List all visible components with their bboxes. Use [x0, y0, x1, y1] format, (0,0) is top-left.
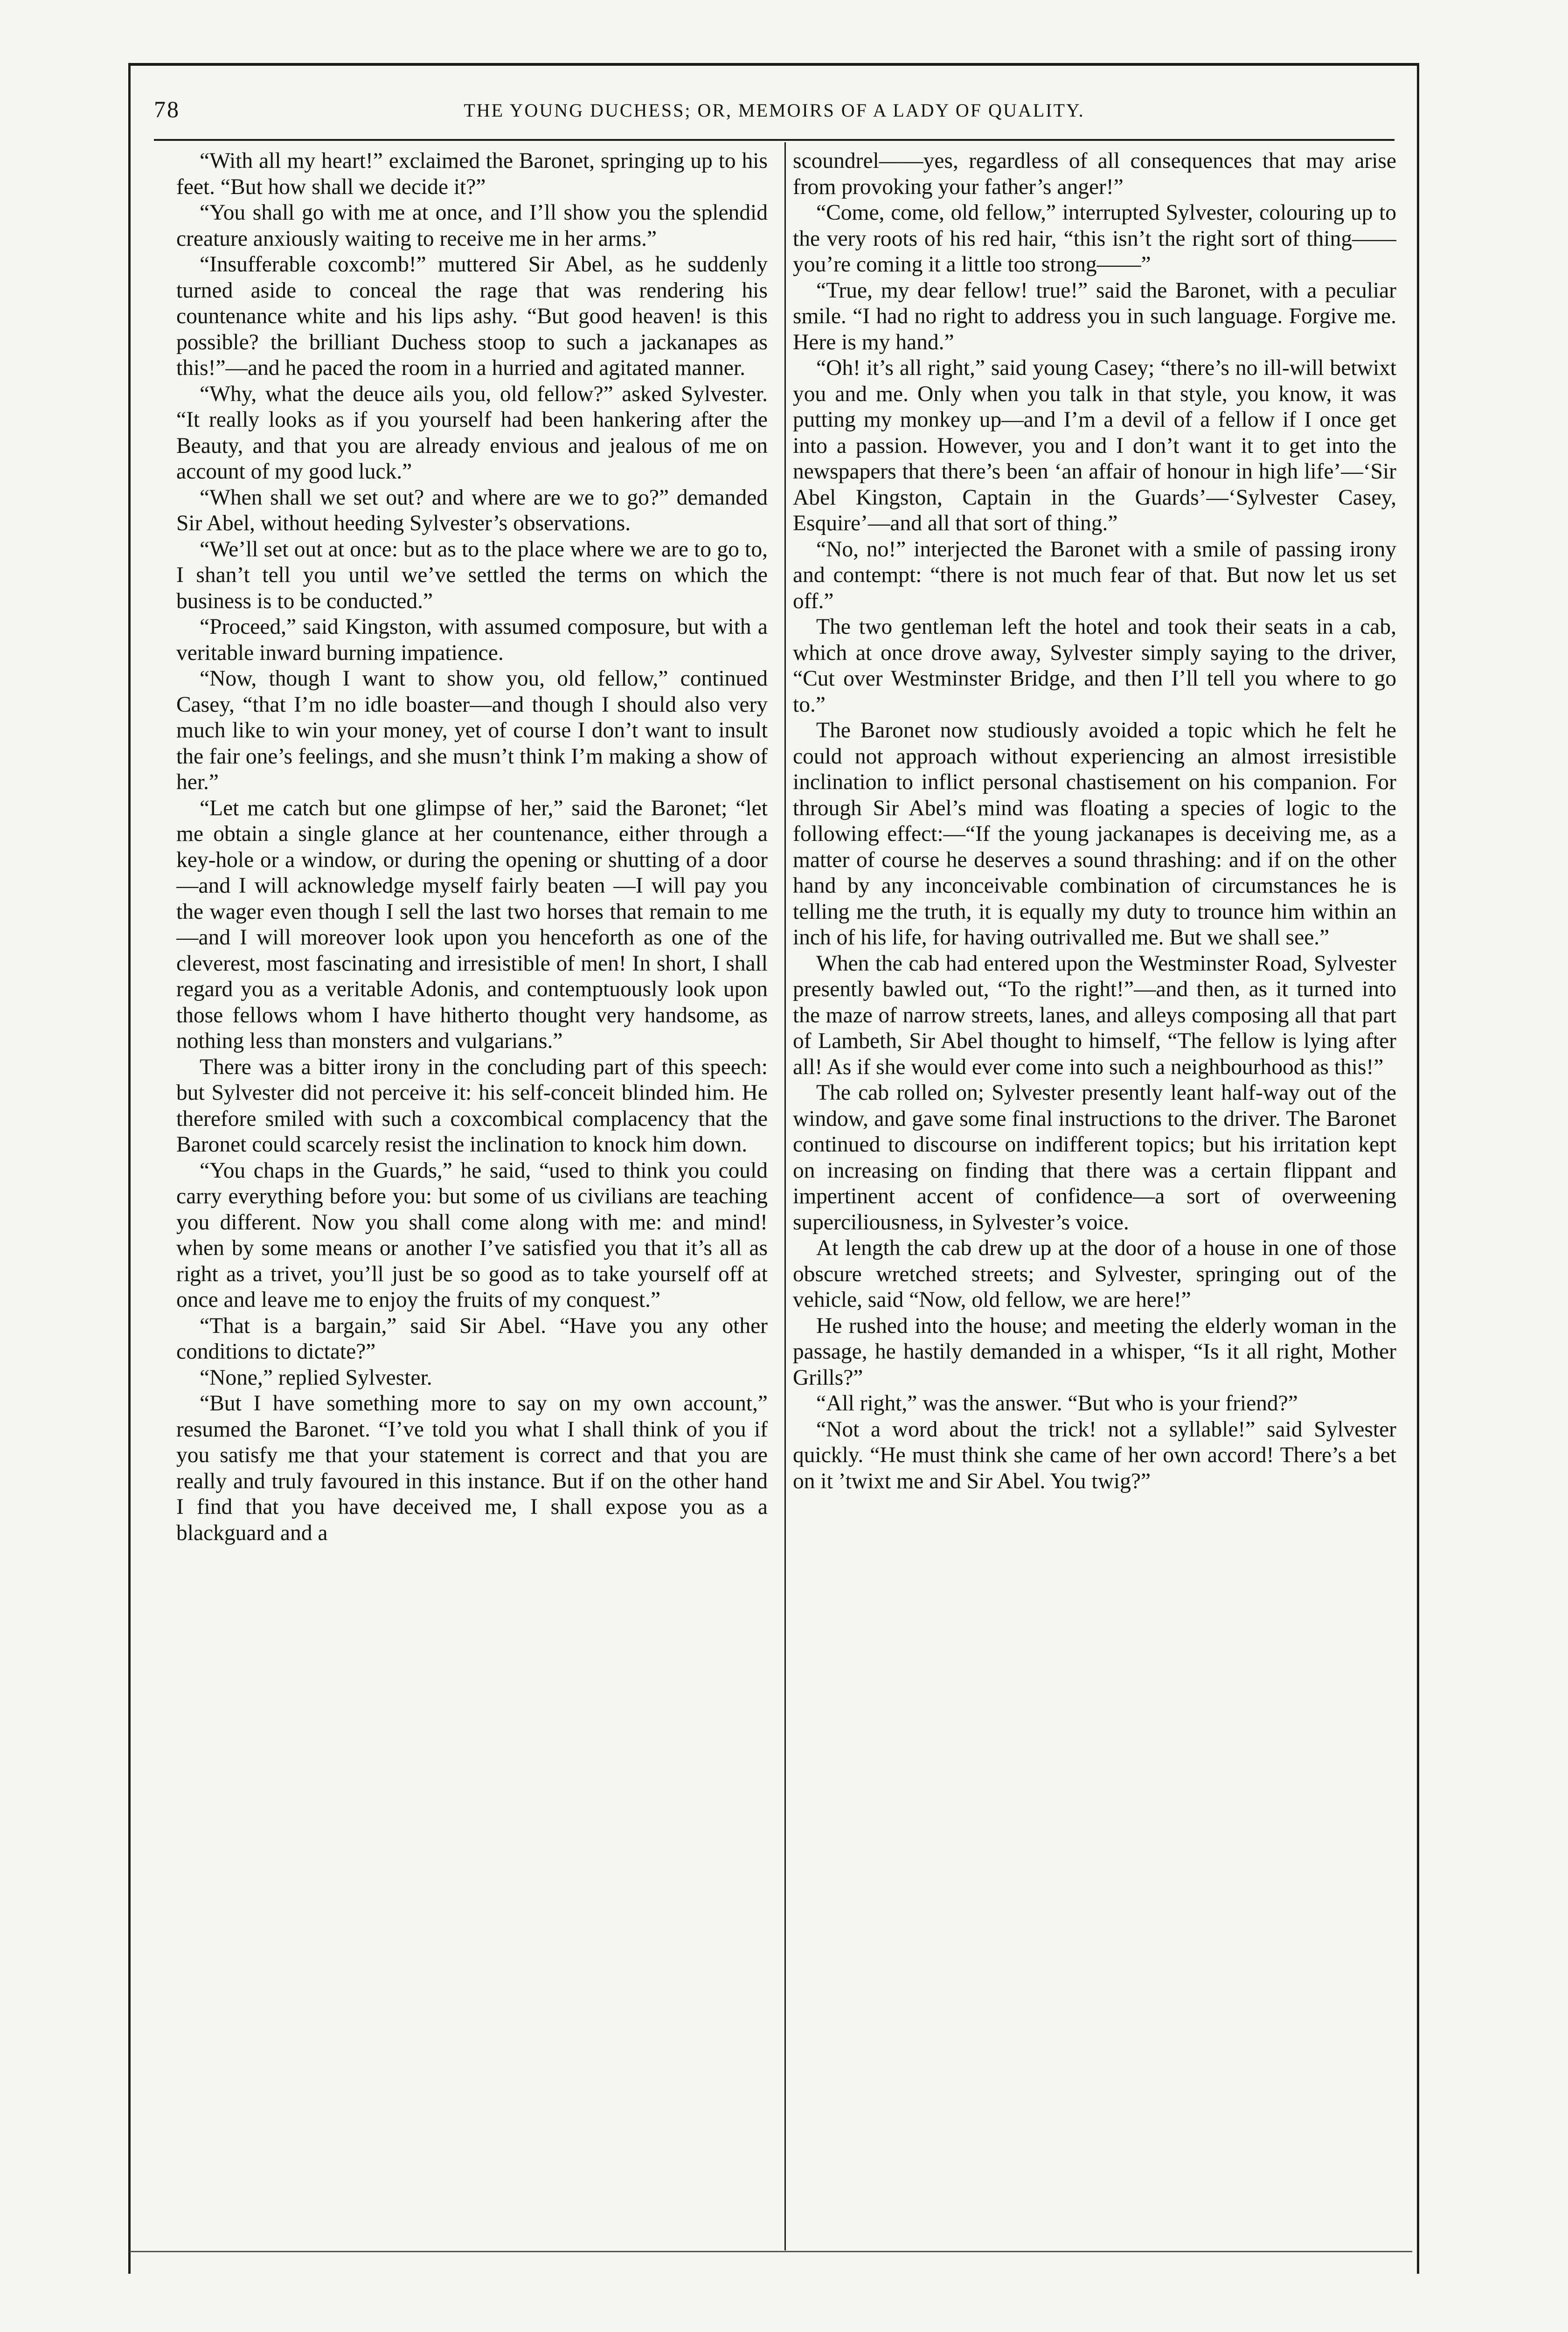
paragraph: When the cab had entered upon the Westminster Road, Sylvester presently bawled out, “To the right!”—and then, as it turned into the maze of narrow streets, lanes, and alleys composing all that part of Lambeth, Sir Abel thought to himself, “The fellow is lying after all! As if she would ever come into such a neighbourhood as this!”: [793, 951, 1396, 1079]
paragraph: “When shall we set out? and where are we to go?” demanded Sir Abel, without heeding Sylvester’s observations.: [176, 485, 768, 535]
paragraph: “Not a word about the trick! not a syllable!” said Sylvester quickly. “He must think she came of her own accord! There’s a bet on it ’twixt me and Sir Abel. You twig?”: [793, 1417, 1396, 1493]
paragraph: “Insufferable coxcomb!” muttered Sir Abel, as he suddenly turned aside to conceal the rage that was rendering his countenance white and his lips ashy. “But good heaven! is this possible? the brilliant Duchess stoop to such a jackanapes as this!”—and he paced the room in a hurried and agitated manner.: [176, 252, 768, 380]
paragraph: “You chaps in the Guards,” he said, “used to think you could carry everything before you: but some of us civilians are teaching you different. Now you shall come along with me: and mind! when by some means or another I’ve satisfied you that it’s all as right as a trivet, you’ll just be so good as to take yourself off at once and leave me to enjoy the fruits of my conquest.”: [176, 1158, 768, 1312]
paragraph: “True, my dear fellow! true!” said the Baronet, with a peculiar smile. “I had no right to address you in such language. Forgive me. Here is my hand.”: [793, 278, 1396, 354]
right-border-rule: [1417, 63, 1419, 2274]
page-header: [154, 96, 1395, 133]
paragraph: “Let me catch but one glimpse of her,” said the Baronet; “let me obtain a single glance at her countenance, either through a key-hole or a window, or during the opening or shutting of a door—and I will acknowledge myself fairly beaten —I will pay you the wager even though I sell the last two horses that remain to me—and I will moreover look upon you henceforth as one of the cleverest, most fascinating and irresistible of men! In short, I shall regard you as a veritable Adonis, and contemptuously look upon those fellows whom I have hitherto thought very handsome, as nothing less than monsters and vulgarians.”: [176, 796, 768, 1053]
paragraph: The Baronet now studiously avoided a topic which he felt he could not approach without experiencing an almost irresistible inclination to inflict personal chastisement on his companion. For through Sir Abel’s mind was floating a species of logic to the following effect:—“If the young jackanapes is deceiving me, as a matter of course he deserves a sound thrashing: and if on the other hand by any inconceivable combination of circumstances he is telling me the truth, it is equally my duty to trounce him within an inch of his life, for having outrivalled me. But we shall see.”: [793, 718, 1396, 950]
page-number: 78: [154, 96, 180, 122]
paragraph: “All right,” was the answer. “But who is your friend?”: [816, 1391, 1298, 1416]
paragraph: “That is a bargain,” said Sir Abel. “Have you any other conditions to dictate?”: [176, 1313, 768, 1364]
paragraph-continued: scoundrel——yes, regardless of all consequences that may arise from provoking your father’s anger!”: [793, 149, 1396, 199]
bottom-rule: [130, 2251, 1412, 2252]
left-column: [176, 148, 768, 2233]
paragraph: The cab rolled on; Sylvester presently leant half-way out of the window, and gave some final instructions to the driver. The Baronet continued to discourse on indifferent topics; but his irritation kept on increasing on finding that there was a certain flippant and impertinent accent of confidence—a sort of overweening superciliousness, in Sylvester’s voice.: [793, 1081, 1396, 1235]
paragraph: He rushed into the house; and meeting the elderly woman in the passage, he hastily demanded in a whisper, “Is it all right, Mother Grills?”: [793, 1313, 1396, 1390]
left-border-rule: [128, 63, 131, 2274]
top-border-rule: [128, 63, 1419, 66]
running-title: THE YOUNG DUCHESS; OR, MEMOIRS OF A LADY OF QUALITY.: [464, 100, 1085, 121]
paragraph: “Now, though I want to show you, old fellow,” continued Casey, “that I’m no idle boaster—and though I should also very much like to win your money, yet of course I don’t want to insult the fair one’s feelings, and she musn’t think I’m making a show of her.”: [176, 666, 768, 794]
paragraph: “None,” replied Sylvester.: [200, 1365, 432, 1390]
column-divider: [784, 142, 786, 2250]
paragraph: “We’ll set out at once: but as to the place where we are to go to, I shan’t tell you until we’ve settled the terms on which the business is to be conducted.”: [176, 537, 768, 613]
paragraph: “Come, come, old fellow,” interrupted Sylvester, colouring up to the very roots of his red hair, “this isn’t the right sort of thing—— you’re coming it a little too strong——”: [793, 201, 1396, 277]
paragraph: “But I have something more to say on my own account,” resumed the Baronet. “I’ve told you what I shall think of you if you satisfy me that your statement is correct and that you are really and truly favoured in this instance. But if on the other hand I find that you have deceived me, I shall expose you as a blackguard and a: [176, 1391, 768, 1545]
paragraph: The two gentleman left the hotel and took their seats in a cab, which at once drove away, Sylvester simply saying to the driver, “Cut over Westminster Bridge, and then I’ll tell you where to go to.”: [793, 615, 1396, 717]
paragraph: There was a bitter irony in the concluding part of this speech: but Sylvester did not perceive it: his self-conceit blinded him. He therefore smiled with such a coxcombical complacency that the Baronet could scarcely resist the inclination to knock him down.: [176, 1055, 768, 1157]
paragraph: “Proceed,” said Kingston, with assumed composure, but with a veritable inward burning impatience.: [176, 615, 768, 665]
paragraph: “Why, what the deuce ails you, old fellow?” asked Sylvester. “It really looks as if you yourself had been hankering after the Beauty, and that you are already envious and jealous of me on account of my good luck.”: [176, 382, 768, 484]
paragraph: “No, no!” interjected the Baronet with a smile of passing irony and contempt: “there is not much fear of that. But now let us set off.”: [793, 537, 1396, 613]
paragraph: “With all my heart!” exclaimed the Baronet, springing up to his feet. “But how shall we decide it?”: [176, 149, 768, 199]
paragraph: “You shall go with me at once, and I’ll show you the splendid creature anxiously waiting to receive me in her arms.”: [176, 201, 768, 251]
paragraph: At length the cab drew up at the door of a house in one of those obscure wretched streets; and Sylvester, springing out of the vehicle, said “Now, old fellow, we are here!”: [793, 1236, 1396, 1312]
header-rule: [154, 139, 1395, 141]
right-column: [793, 148, 1396, 2233]
paragraph: “Oh! it’s all right,” said young Casey; “there’s no ill-will betwixt you and me. Only when you talk in that style, you know, it was putting my monkey up—and I’m a devil of a fellow if I once get into a passion. However, you and I don’t want it to get into the newspapers that there’s been ‘an affair of honour in high life’—‘Sir Abel Kingston, Captain in the Guards’—‘Sylvester Casey, Esquire’—and all that sort of thing.”: [793, 356, 1396, 535]
